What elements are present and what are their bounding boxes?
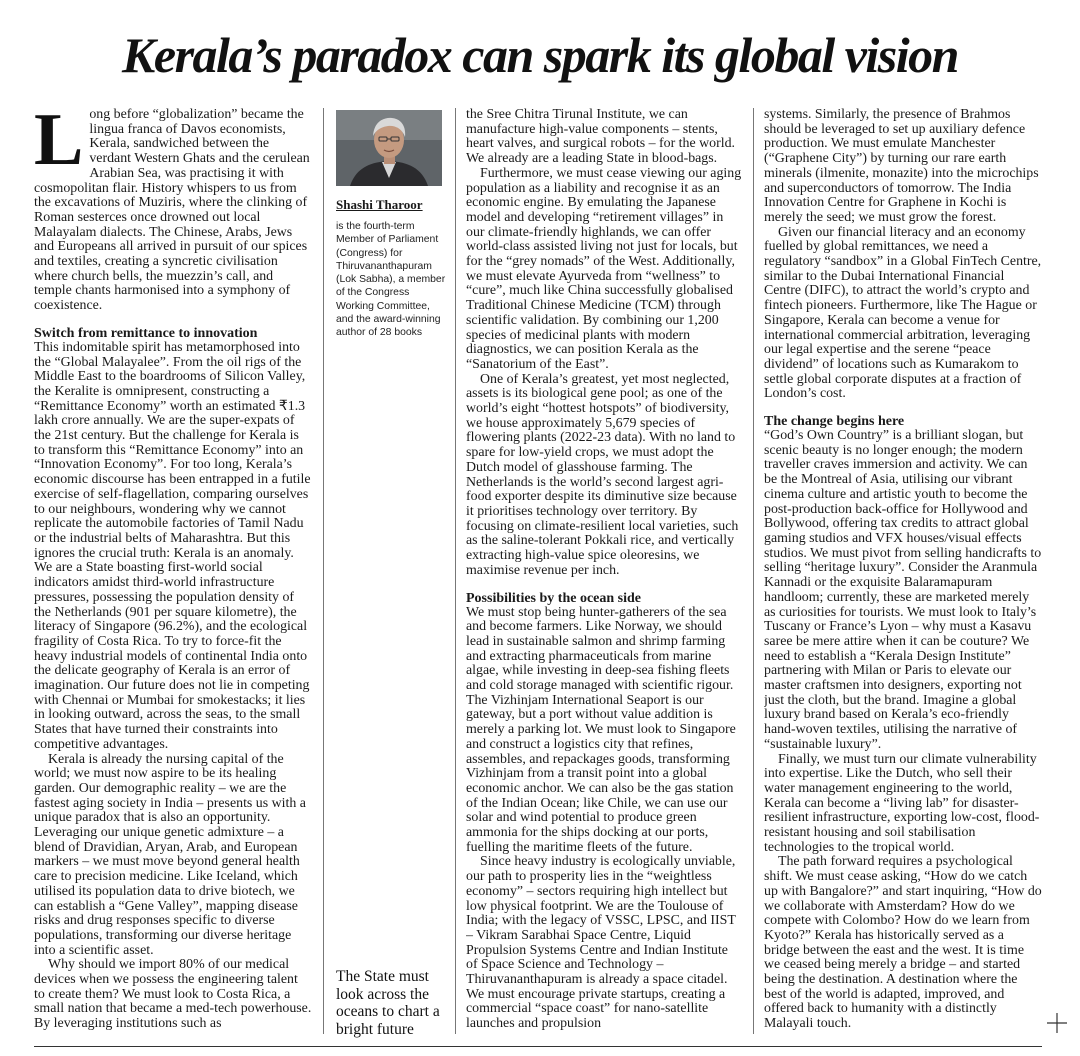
paragraph: We must stop being hunter-gatherers of the sea and become farmers. Like Norway, we should lead in sustainable salmon and shrimp farming and extracting pharmaceuticals from marine algae, while investing in deep-sea fishing fleets and cold storage managed with scientific rigour. The Vizhinjam International Seaport is our gateway, but a port without value addition is merely a parking lot. We must look to Singapore and construct a logistics city that refines, assembles, and repackages goods, transforming Vizhinjam from a transit point into a global economic anchor. We can also be the gas station of the Indian Ocean; like Chile, we can use our solar and wind potential to produce green ammonia for the ships docking at our ports, fuelling the maritime fleets of the future.	[466, 604, 736, 855]
author-photo	[336, 110, 442, 186]
paragraph: “God’s Own Country” is a brilliant slogan, but scenic beauty is no longer enough; the modern traveller craves immersion and activity. We can be the Montreal of Asia, utilising our vibrant cinema culture and artistic youth to become the post-production back-office for Hollywood and Bollywood, offering tax credits to attract global gaming studios and VFX houses/visual effects studios. We must pivot from selling handicrafts to selling “heritage luxury”. Consider the Aranmula Kannadi or the exquisite Balaramapuram handloom; currently, these are marketed merely as curiosities for tourists. We must look to Italy’s Tuscany or France’s Lyon – why must a Kasavu saree be mere attire when it can be couture? We need to establish a “Kerala Design Institute” partnering with Milan or Paris to elevate our master craftsmen into designers, exporting not just the cloth, but the brand. Imagine a global luxury brand based on Kerala’s eco-friendly hand-woven textiles, utilising the narrative of “sustainable luxury”.	[764, 428, 1042, 752]
subheading: Switch from remittance to innovation	[34, 325, 258, 341]
bottom-rule	[34, 1046, 1042, 1047]
column-divider	[455, 108, 456, 1034]
author-name: Shashi Tharoor	[336, 197, 423, 212]
paragraph: This indomitable spirit has metamorphosed into the “Global Malayalee”. From the oil rigs of the Middle East to the boardrooms of Silicon Valley, the Keralite is omnipresent, constructing a “Remittance Economy” worth an estimated ₹1.3 lakh crore annually. We are the super-expats of the 21st century. But the challenge for Kerala is to transform this “Remittance Economy” into an “Innovation Economy”. For too long, Kerala’s economic discourse has been entrapped in a futile exercise of self-flagellation, comparing ourselves to our neighbours, wondering why we cannot replicate the automobile factories of Tamil Nadu or the industrial belts of Maharashtra. But this ignores the crucial truth: Kerala is an anomaly. We are a State boasting first-world social indicators amidst third-world infrastructure pressures, possessing the population density of the Netherlands (901 per square kilometre), the literacy of Singapore (96.2%), and the ecological fragility of Costa Rica. To try to force-fit the heavy industrial models of continental India onto the delicate geography of Kerala is an error of imagination. Our future does not lie in competing with Chennai or Mumbai for smokestacks; it lies in looking outward, across the seas, to the small States that have turned their constraints into competitive advantages.	[34, 339, 311, 752]
pull-quote: The State must look across the oceans to chart a bright future	[336, 968, 440, 1038]
drop-cap: L	[34, 108, 84, 181]
paragraph: Finally, we must turn our climate vulnerability into expertise. Like the Dutch, who sell their water management engineering to the world, Kerala can become a “living lab” for disaster-resilient infrastructure, exporting low-cost, flood-resistant housing and soil stabilisation technologies to the tropical world.	[764, 751, 1040, 855]
paragraph: The path forward requires a psychological shift. We must cease asking, “How do we catch up with Bangalore?” and start inquiring, “How do we collaborate with Amsterdam? How do we compete with Colombo? How do we learn from Kyoto?” Kerala has historically served as a bridge between the east and the west. It is time we ceased being merely a bridge – and started being the destination. A destination where the best of the world is adapted, improved, and offered back to humanity with a distinctly Malayali touch.	[764, 854, 1042, 1032]
article-column-4	[764, 108, 1042, 1038]
subheading: Possibilities by the ocean side	[466, 590, 642, 606]
paragraph: Since heavy industry is ecologically unviable, our path to prosperity lies in the “weightless economy” – sectors requiring high intellect but low physical footprint. We are the Toulouse of India; with the legacy of VSSC, LPSC, and IIST – Vikram Sarabhai Space Centre, Liquid Propulsion Systems Centre and Indian Institute of Space Science and Technology – Thiruvananthapuram is already a space citadel. We must encourage private startups, creating a commercial “space coast” for nano-satellite launches and propulsion	[466, 854, 736, 1032]
article-column-3	[466, 108, 742, 1038]
headline: Kerala’s paradox can spark its global vision	[122, 27, 958, 83]
author-portrait-image	[336, 110, 442, 186]
paragraph: ong before “globalization” became the lingua franca of Davos economists, Kerala, sandwiched between the verdant Western Ghats and the cerulean Arabian Sea, was practising it with cosmopolitan flair. History whispers to us from the excavations of Muziris, where the clinking of Roman sesterces once drowned out local Malayalam dialects. The Chinese, Arabs, Jews and Europeans all arrived in pursuit of our spices and textiles, creating a syncretic civilisation where church bells, the muezzin’s call, and temple chants harmonised into a symphony of coexistence.	[34, 108, 310, 314]
crosshair-icon	[1046, 1012, 1068, 1034]
paragraph: Kerala is already the nursing capital of the world; we must now aspire to be its healing garden. Our demographic reality – we are the fastest aging society in India – presents us with a unique paradox that is also an opportunity. Leveraging our unique genetic admixture – a blend of Dravidian, Aryan, Arab, and European markers – we must move beyond general health care to precision medicine. Like Iceland, which utilised its population data to drive biotech, we can establish a “Gene Valley”, mapping disease risks and drug responses specific to diverse populations, transforming our diverse heritage into a scientific asset.	[34, 751, 306, 958]
article-column-1	[34, 108, 312, 1038]
author-bio: is the fourth-term Member of Parliament (Congress) for Thiruvananthapuram (Lok Sabha), a member of the Congress Working Committee, and the award-winning author of 28 books	[336, 221, 446, 339]
paragraph: Why should we import 80% of our medical devices when we possess the engineering talent to create them? We must look to Costa Rica, a small nation that became a med-tech powerhouse. By leveraging institutions such as	[34, 957, 312, 1032]
paragraph: systems. Similarly, the presence of Brahmos should be leveraged to set up auxiliary defence production. We must emulate Manchester (“Graphene City”) by turning our rare earth minerals (ilmenite, monazite) into the microchips and superconductors of tomorrow. The India Innovation Centre for Graphene in Kochi is merely the seed; we must grow the forest.	[764, 108, 1039, 225]
paragraph: the Sree Chitra Tirunal Institute, we can manufacture high-value components – stents, heart valves, and surgical robots – for the world. We already are a leading State in blood-bags.	[466, 108, 735, 167]
paragraph: Given our financial literacy and an economy fuelled by global remittances, we need a regulatory “sandbox” in a Global FinTech Centre, similar to the Dubai International Financial Centre (DIFC), to attract the world’s crypto and fintech pioneers. Furthermore, like The Hague or Singapore, Kerala can become a venue for international commercial arbitration, leveraging our legal expertise and the serene “peace dividend” of locations such as Kumarakom to settle global corporate disputes at a fraction of London’s cost.	[764, 224, 1042, 402]
column-divider	[323, 108, 324, 1034]
paragraph: Furthermore, we must cease viewing our aging population as a liability and recognise it as an economic engine. By emulating the Japanese model and developing “retirement villages” in our climate-friendly highlands, we can offer world-class assisted living not just for locals, but for the “grey nomads” of the West. Additionally, we must elevate Ayurveda from “wellness” to “cure”, much like China successfully globalised Traditional Chinese Medicine (TCM) through scientific validation. By combining our 1,200 species of medicinal plants with modern diagnostics, we can position Kerala as the “Sanatorium of the East”.	[466, 165, 742, 372]
paragraph: One of Kerala’s greatest, yet most neglected, assets is its biological gene pool; as one of the world’s eight “hottest hotspots” of biodiversity, we house approximately 5,679 species of flowering plants (2022-23 data). With no land to spare for low-yield crops, we must adopt the Dutch model of glasshouse farming. The Netherlands is the world’s second largest agri-food exporter despite its diminutive size because it prioritises technology over territory. By focusing on climate-resilient local varieties, such as the saline-tolerant Pokkali rice, and vertically extracting high-value spice oleoresins, we maximise revenue per inch.	[466, 371, 739, 578]
column-divider	[753, 108, 754, 1034]
subheading: The change begins here	[764, 414, 905, 430]
